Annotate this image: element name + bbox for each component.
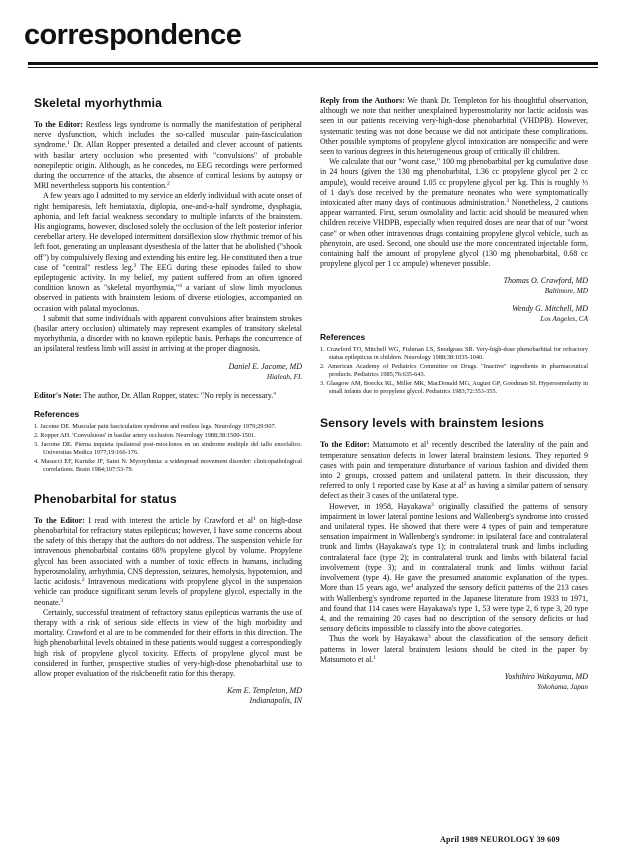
author-name: Wendy G. Mitchell, MD [512, 304, 588, 314]
citation-sup: 4 [179, 283, 182, 290]
reply-from-authors [320, 96, 588, 396]
author-location: Indianapolis, IN [249, 696, 302, 706]
header-rule-thick [28, 62, 598, 65]
citation-sup: 1 [253, 515, 256, 522]
references-heading: References [34, 408, 80, 419]
references-heading: References [320, 332, 366, 343]
citation-sup: 3 [133, 262, 137, 269]
letter-title: Skeletal myorhythmia [34, 96, 163, 110]
author-location: Los Angeles, CA [540, 315, 588, 324]
citation-sup: 2 [463, 481, 467, 488]
reference-item: 2. Ropper AH. 'Convulsions' in basilar artery occlusion. Neurology 1988;38:1500-1501. [34, 431, 256, 439]
references-list [34, 423, 302, 474]
letter-phenobarbital-for-status [34, 492, 302, 706]
left-column [34, 96, 302, 706]
signature-block [34, 686, 302, 706]
letter-paragraph: However, in 1958, Hayakawa$^3$ originally classified the patterns of sensory impairment in lower lateral pontine lesions and Wallenberg's syndrome into crossed and unilateral types. He showed that there were 4 types of pain and temperature sensation impairment in Wallenberg's syndrome: in ipsilateral face and contralateral trunk and limbs (Hayakawa's type 1); in contralateral trunk and limbs including contralateral face (type 2); in contralateral trunk and limbs with bilateral facial involvement (type 3); and in contralateral trunk and limbs without facial involvement (type 4). He gave the presumed anatomic explanation of the types. More than 15 years ago, $we^4$ analyzed the sensory deficit patterns of the 213 cases with Wallenberg's syndrome reported in the Japanese literature from 1933 to 1971, and found that 114 cases were Hayakawa's type 1, 53 were type 2, 6 type 3, 20 type 4, and the remaining 20 cases had no description of the sensory deficits or had sensory deficits impossible to classify into the above categories. [320, 501, 588, 634]
citation-sup: 2 [167, 181, 170, 188]
right-column [320, 96, 588, 692]
citation-sup: 4 [410, 583, 414, 590]
signature-block [320, 672, 588, 692]
letter-sensory-levels [320, 416, 588, 691]
signature-block [320, 276, 588, 324]
letter-lead: To the Editor: [34, 515, 85, 525]
citation-sup: 1 [426, 440, 429, 447]
letter-paragraph: To the Editor: I read with interest the article by Crawford et $al^1$ on high-dose phenobarbital for refractory status epilepticus; however, I have some concerns about the safety of this therapy that the authors do not address. The suspension vehicle for intravenous phenobarbital contains 68% propylene glycol by volume. Propylene glycol has been associated with a number of toxic effects in humans, including hyperosmolality, arrhythmia, CNS depression, seizures, hemolysis, hypotension, and lactic acidosis.$^2$ Intravenous medications with propylene glycol in the suspension vehicle can produce significant serum levels of propylene glycol, especially in the neonate.$^3$ [34, 515, 302, 607]
signature-block [34, 362, 302, 382]
author-name: Thomas O. Crawford, MD [503, 276, 588, 286]
reference-item: 1. Jacome DE. Muscular pain fasciculation syndrome and restless legs. Neurology 1979;29:907. [34, 422, 277, 430]
citation-sup: 1 [67, 140, 70, 147]
letter-title: Sensory levels with brainstem lesions [320, 416, 545, 431]
letter-title: Phenobarbital for status [34, 491, 177, 506]
citation-sup: 1 [373, 654, 377, 661]
editors-note: Editor's Note: The author, Dr. Allan Ropper, states: "No reply is necessary." [34, 390, 277, 400]
letter-paragraph: I submit that some individuals with apparent convulsions after brainstem strokes (basilar artery occlusion) ultimately may represent examples of transitory skeletal myorhythmia, a disorder with no known epileptic basis. Perhaps the concurrence of an ipsilateral restless limb will assist in arriving at the proper diagnosis. [34, 313, 302, 354]
citation-sup: 3 [427, 634, 431, 641]
letter-paragraph: A few years ago I admitted to my service an elderly individual with acute onset of right hemiparesis, left hemiataxia, diplopia, one-and-a-half syndrome, dysphagia, aphonia, and left facial weakness secondary to multiple infarcts of the brainstem. His angiograms, however, disclosed solely the occlusion of the left posterior inferior cerebellar artery. He developed intermittent dorsiflexion slow rhythmic tremor of his left foot, generating an unpleasant dysesthesia of the latter that he abolished ("shook off") by compulsively flexing and extending his entire leg. He constituted then a true case of "central" restless leg.$^3$ The EEG during these episodes failed to show epileptogenic activity. In my belief, my patient suffered from an often ignored condition known as "skeletal myorthymia,"$^4$ a variant of slow limb myoclonus observed in patients with brainstem lesions of diverse etiologies, accompanied on occasion with palatal myoclonus. [34, 191, 302, 313]
letter-lead: Reply from the Authors: [320, 96, 405, 105]
letter-lead: To the Editor: [34, 120, 83, 129]
letter-paragraph: To the Editor: Restless legs syndrome is normally the manifestation of peripheral nerve dysfunction, which includes the so-called muscular pain-fasciculation syndrome.$^1$ Dr. Allan Ropper presented a detailed and clever account of patients with basilar artery occlusion who presented with "convulsions" of probable nonepileptic origin. Although, as he concedes, no EEG recordings were performed during the occurrence of the attacks, the absence of cortical lesions by autopsy or MRI nevertheless supports his contention.$^2$ [34, 120, 302, 191]
letter-paragraph: Thus the work by Hayakawa$^3$ about the classification of the sensory deficit patterns in lower lateral brainstem lesions should be cited in the paper by Matsumoto et al.$^1$ [320, 634, 588, 664]
citation-sup: 2 [81, 577, 85, 584]
letter-paragraph: Certainly, successful treatment of refractory status epilepticus warrants the use of therapy with a risk of serious side effects in view of the high morbidity and mortality. Crawford et al are to be commended for their efforts in this direction. The high phenobarbital levels obtained in these patients would suggest a correspondingly high risk of propylene glycol toxicity. Effects of propylene glycol must be considered in further, prospective studies of very-high-dose phenobarbital use to allow proper evaluation of the risk:benefit ratio for this therapy. [34, 607, 302, 678]
reference-item: 2. American Academy of Pediatrics Committee on Drugs. "Inactive" ingredients in pharmaceutical products. Pediatrics 1985;76:635-643. [320, 363, 588, 379]
author-location: Hialeah, FL [266, 372, 302, 381]
letter-paragraph: We calculate that our "worst case," 100 mg phenobarbital per kg cumulative dose in 24 hours (given the 130 mg phenobarbital, 1.36 cc propylene glycol per 2 cc ampule), would receive around 1.05 cc propylene glycol per kg. This is roughly ⅓ of 1 day's dose received by the premature neonates who were symptomatically intoxicated after many days of continuous administration.$^3$ Nonetheless, 2 cautions appear warranted. First, serum osmolality and lactic acid should be measured when children receive VHDPB, especially when required doses are near that of our "worst case" or when other intravenous drugs containing propylene glycol vehicle, such as phenytoin, are used. Second, one should use the more concentrated injectable form, containing half the amount of propylene glycol (130 mg phenobarbital, 0.68 cc propylene glycol per 1 cc ampule) whenever possible. [320, 157, 588, 269]
letter-skeletal-myorhythmia [34, 96, 302, 474]
letter-paragraph: To the Editor: Matsumoto et $al^1$ recently described the laterality of the pain and temperature sensation defects in lower lateral brainstem lesions. They reported 9 cases with pain and temperature disturbance of various fashion and divided them into 2 groups, crossed pattern and unilateral pattern. In their discussion, they referred to only 1 reported case by Kase at $al^2$ as having a similar pattern of sensory defect as their 3 cases of the unilateral type. [320, 440, 588, 501]
page-footer: April 1989 NEUROLOGY 39 609 [440, 835, 560, 844]
author-name: Daniel E. Jacome, MD [228, 361, 302, 371]
journal-section-title: correspondence [24, 19, 242, 51]
references-list [320, 346, 588, 396]
reference-item: 4. Masucci EF, Kurtzke JF, Saini N. Myorythmia: a widespread movement disorder: clinicopathological correlations. Brain 1984;107:53-79. [34, 457, 302, 473]
header-rule-thin [28, 67, 598, 68]
citation-sup: 3 [431, 501, 434, 508]
author-location: Yokohama, Japan [537, 682, 588, 691]
author-name: Kem E. Templeton, MD [226, 686, 302, 696]
citation-sup: 3 [506, 198, 510, 205]
reference-item: 1. Crawford TO, Mitchell WG, Fishman LS, Snodgrass SR. Very-high-dose phenobarbital for refractory status epilepticus in children. Neurology 1988;38:1035-1040. [320, 346, 588, 362]
reference-item: 3. Jacome DE. Pierna inquieta ipsilateral post-mioclonos en un sindrome multiple del tallo encefalico. Universitas Medica 1977;19:166-176. [34, 440, 302, 456]
author-location: Baltimore, MD [544, 287, 588, 296]
reference-item: 3. Glasgow AM, Boeckx RL, Miller MK, MacDonald MG, August GP, Goodman SI. Hyperosmolarity in small infants due to propylene glycol. Pediatrics 1983;72:353-355. [320, 380, 588, 396]
author-name: Yoshihiro Wakayama, MD [504, 671, 588, 681]
letter-paragraph: Reply from the Authors: We thank Dr. Templeton for his thoughtful observation, although we note that neither unexplained hyperosmolarity nor lactic acidosis was seen in our patients receiving very-high-dose phenobarbital (VHDPB). However, systematic testing was not done because we did not anticipate these complications. Other possible symptoms of propylene glycol intoxication are nonspecific and were seen to various degrees in this heterogeneous group of critically ill children. [320, 96, 588, 157]
letter-lead: To the Editor: [320, 440, 370, 450]
citation-sup: 3 [60, 597, 64, 604]
